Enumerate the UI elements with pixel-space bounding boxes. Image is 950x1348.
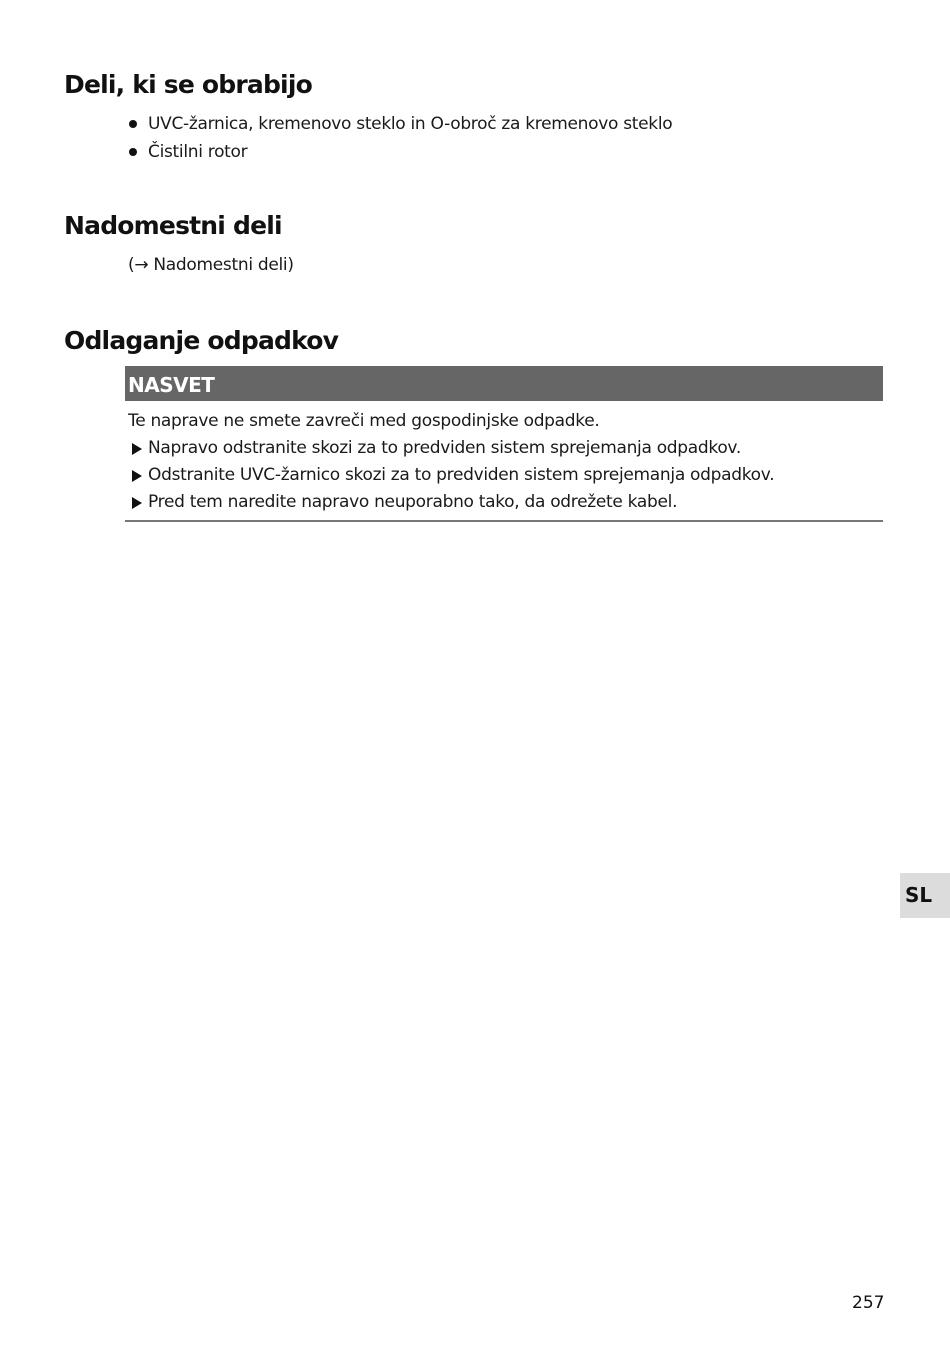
- notice-step: [128, 489, 883, 516]
- list-item-text: Čistilni rotor: [148, 142, 248, 162]
- heading-disposal: Odlaganje odpadkov: [64, 326, 339, 355]
- spare-parts-reference-link[interactable]: (→ Nadomestni deli): [128, 255, 294, 275]
- notice-body: [125, 401, 883, 520]
- triangle-right-icon: [132, 497, 142, 509]
- bullet-dot-icon: [129, 120, 137, 128]
- notice-step-text: Odstranite UVC-žarnico skozi za to predviden sistem sprejemanja odpadkov.: [148, 465, 775, 485]
- wear-parts-list: [128, 110, 672, 166]
- triangle-right-icon: [132, 470, 142, 482]
- notice-label: NASVET: [125, 366, 883, 401]
- notice-intro: Te naprave ne smete zavreči med gospodinjske odpadke.: [128, 411, 600, 431]
- list-item-text: UVC-žarnica, kremenovo steklo in O-obroč za kremenovo steklo: [148, 114, 673, 134]
- list-item: [128, 138, 672, 166]
- notice-box: [125, 366, 883, 522]
- notice-step-text: Pred tem naredite napravo neuporabno tako, da odrežete kabel.: [148, 492, 678, 512]
- notice-steps: [128, 435, 883, 516]
- heading-wear-parts: Deli, ki se obrabijo: [64, 70, 312, 99]
- triangle-right-icon: [132, 443, 142, 455]
- language-tab: SL: [900, 873, 950, 918]
- list-item: [128, 110, 672, 138]
- heading-spare-parts: Nadomestni deli: [64, 211, 282, 240]
- notice-step: [128, 435, 883, 462]
- notice-step: [128, 462, 883, 489]
- page-number: 257: [852, 1293, 885, 1313]
- bullet-dot-icon: [129, 148, 137, 156]
- notice-step-text: Napravo odstranite skozi za to predviden sistem sprejemanja odpadkov.: [148, 438, 741, 458]
